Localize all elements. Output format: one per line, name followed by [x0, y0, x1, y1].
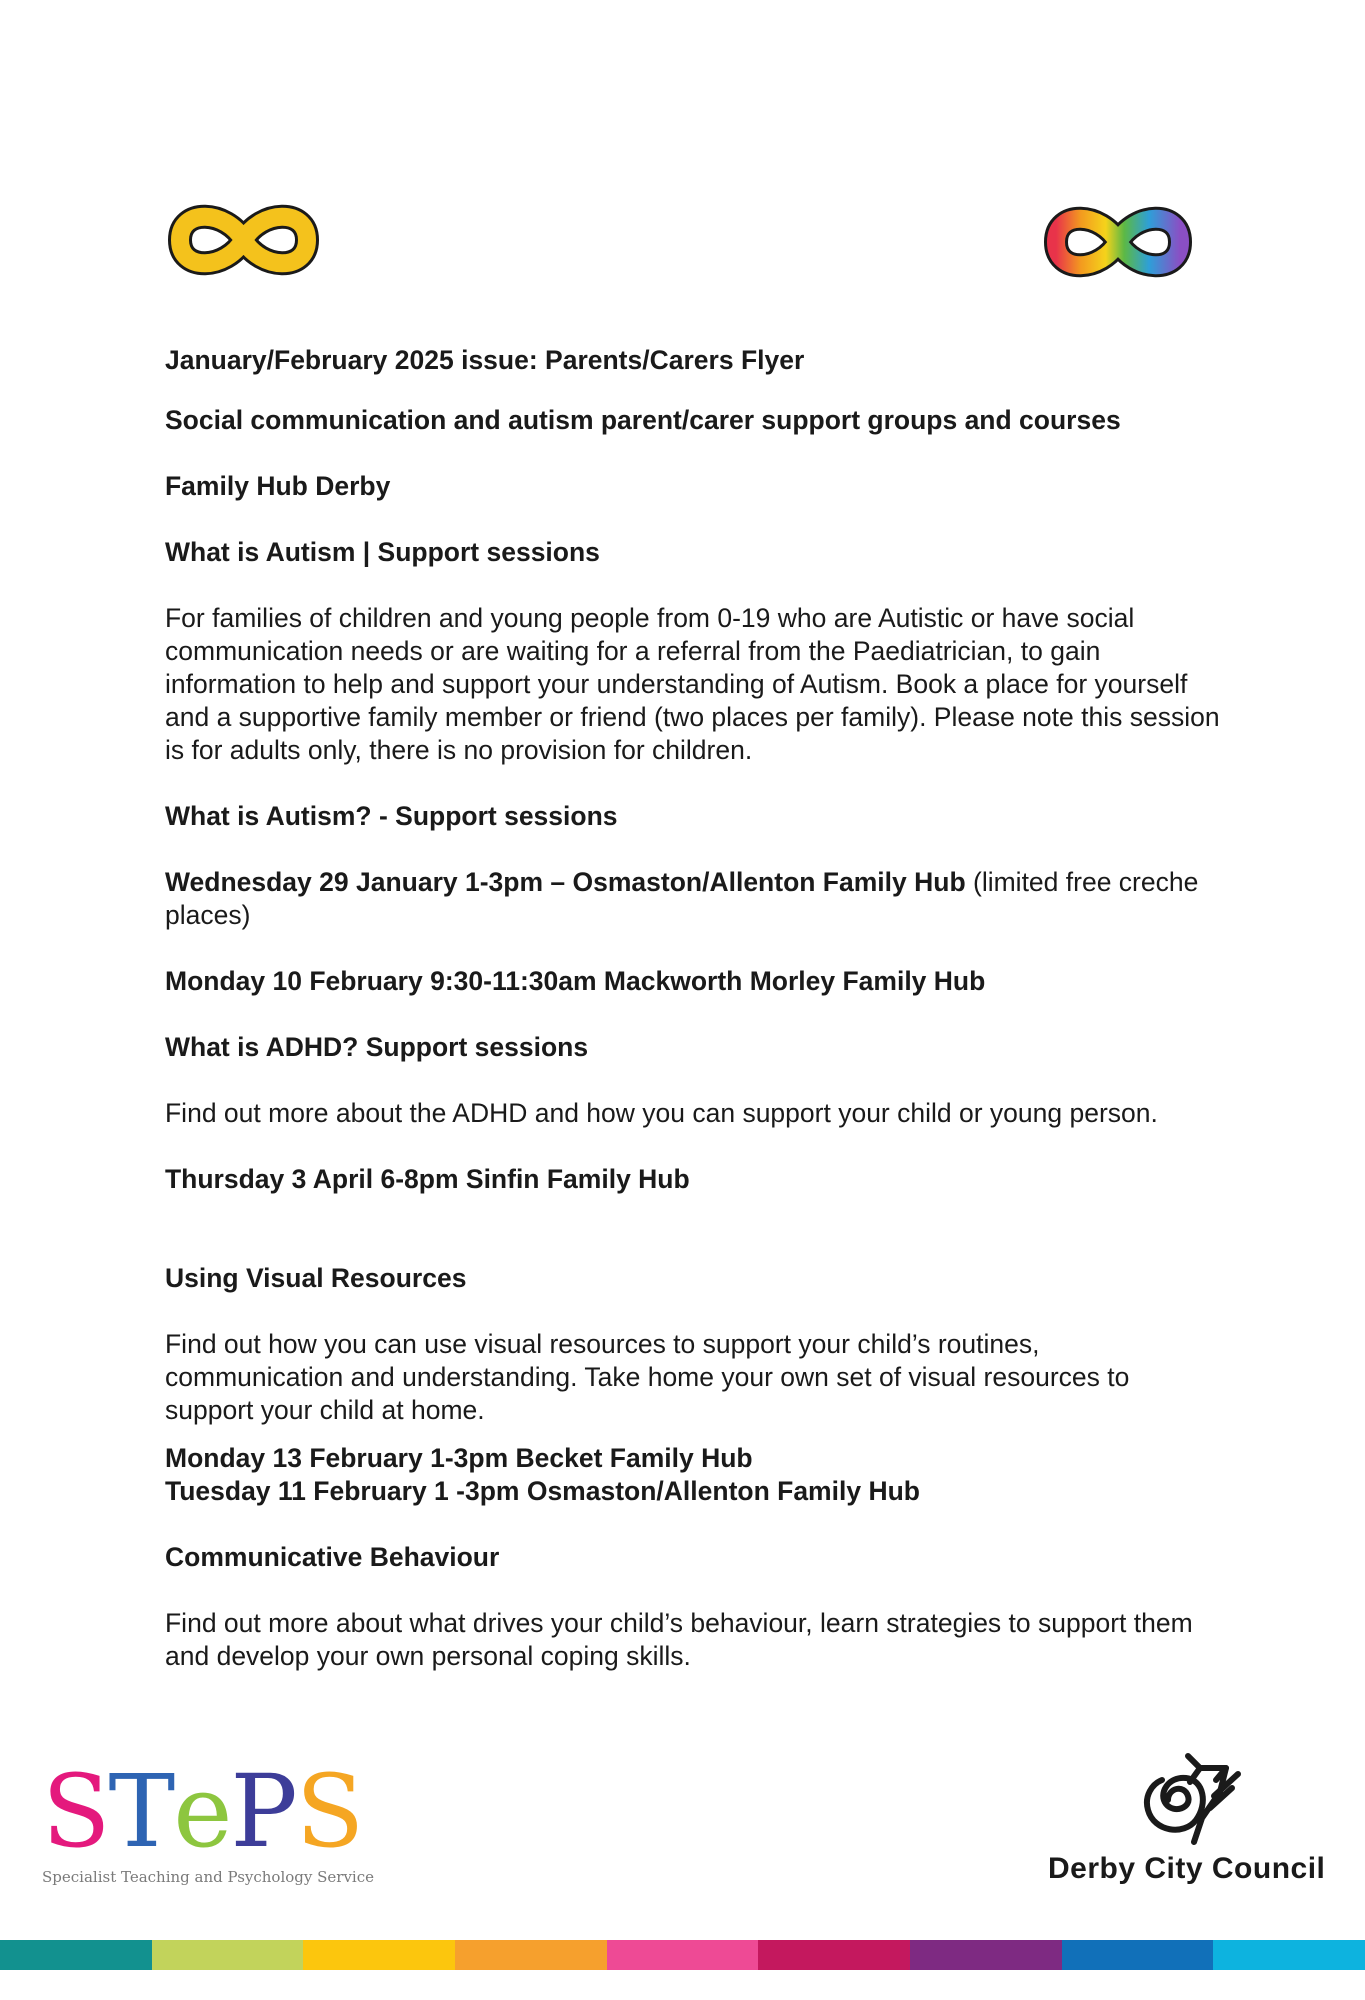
visual-resources-date-1: Monday 13 February 1-3pm Becket Family Hub [165, 1443, 753, 1473]
footer-color-strip [0, 1940, 1365, 1970]
adhd-section-body: Find out more about the ADHD and how you can support your child or young person. [165, 1098, 1158, 1128]
color-strip-segment [303, 1940, 455, 1970]
visual-resources-body: Find out how you can use visual resources to support your child’s routines, communication and understanding. Take home your own set of visual resources to support your child at home. [165, 1329, 1130, 1425]
autism-session-date-1-text: Wednesday 29 January 1-3pm – Osmaston/Allenton Family Hub [165, 867, 966, 897]
derby-ram-icon [1128, 1748, 1248, 1848]
council-name: Derby City Council [1048, 1852, 1326, 1885]
issue-title: January/February 2025 issue: Parents/Carers Flyer [165, 345, 805, 375]
steps-tagline: Specialist Teaching and Psychology Service [42, 1868, 375, 1886]
autism-sessions-subheading: What is Autism? - Support sessions [165, 801, 618, 831]
color-strip-segment [910, 1940, 1062, 1970]
autism-session-date-2: Monday 10 February 9:30-11:30am Mackworth Morley Family Hub [165, 966, 986, 996]
visual-resources-heading: Using Visual Resources [165, 1263, 467, 1293]
color-strip-segment [0, 1940, 152, 1970]
adhd-session-date-1: Thursday 3 April 6-8pm Sinfin Family Hub [165, 1164, 690, 1194]
steps-wordmark [42, 1753, 374, 1870]
flyer-content [165, 344, 1225, 1673]
color-strip-segment [758, 1940, 910, 1970]
autism-session-date-1-note: (limited free creche places) [165, 867, 1199, 930]
steps-letter-s1: S [42, 1753, 109, 1870]
color-strip-segment [455, 1940, 607, 1970]
steps-letter-e: e [173, 1753, 231, 1870]
steps-letter-t: T [108, 1753, 174, 1870]
steps-logo [42, 1753, 375, 1886]
derby-city-council-logo [1048, 1748, 1326, 1888]
gold-infinity-logo [166, 198, 321, 282]
color-strip-segment [1062, 1940, 1214, 1970]
autism-session-date-1 [165, 866, 1225, 932]
autism-section-heading: What is Autism | Support sessions [165, 537, 600, 567]
steps-letter-s2: S [295, 1753, 363, 1870]
behaviour-section-body: Find out more about what drives your child’s behaviour, learn strategies to support them and develop your own personal coping skills. [165, 1608, 1193, 1671]
flyer-subtitle: Social communication and autism parent/carer support groups and courses [165, 405, 1121, 435]
color-strip-segment [152, 1940, 304, 1970]
steps-letter-p: P [230, 1753, 296, 1870]
hub-name: Family Hub Derby [165, 471, 391, 501]
visual-resources-date-2: Tuesday 11 February 1 -3pm Osmaston/Allenton Family Hub [165, 1476, 920, 1506]
behaviour-section-heading: Communicative Behaviour [165, 1542, 500, 1572]
rainbow-infinity-logo [1042, 200, 1194, 284]
color-strip-segment [607, 1940, 759, 1970]
autism-section-body: For families of children and young people from 0-19 who are Autistic or have social communication needs or are waiting for a referral from the Paediatrician, to gain information to help and support your understanding of Autism. Book a place for yourself and a supportive family member or friend (two places per family). Please note this session is for adults only, there is no provision for children. [165, 603, 1220, 765]
color-strip-segment [1213, 1940, 1365, 1970]
adhd-section-heading: What is ADHD? Support sessions [165, 1032, 589, 1062]
